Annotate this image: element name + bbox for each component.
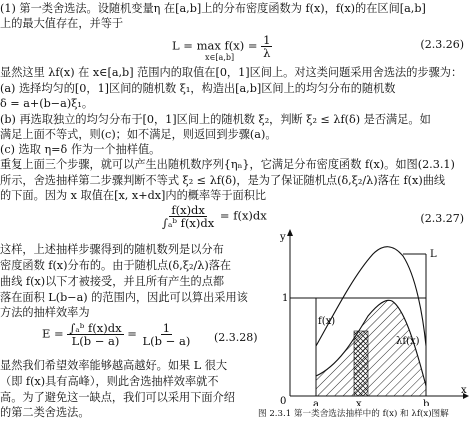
text-line: （即 f(x)具有高峰），则此舍选抽样效率就不 (0, 375, 219, 388)
eq-numerator: f(x)dx (171, 203, 205, 217)
strip-dx (354, 331, 368, 396)
y-axis-label: y (280, 232, 286, 243)
eq-numerator: ∫ₐᵇ f(x)dx (69, 321, 122, 335)
eq-rhs: = f(x)dx (219, 208, 267, 223)
text-line: 所示，舍选抽样第二步骤判断不等式 ξ₂ ≤ λf(δ)，是为了保证随机点(δ,ξ₂/λ)落在 f(x)曲线 (0, 174, 446, 187)
text-line: 曲线 f(x)以下才被接受，并且所有产生的点都 (0, 275, 225, 288)
text-line: 的第二类舍选法。 (0, 406, 90, 419)
figure-svg (258, 226, 470, 406)
equation-number: (2.3.26) (420, 38, 464, 51)
eq-denominator: λ (263, 46, 271, 60)
text-line: δ = a+(b−a)ξ₁。 (0, 97, 94, 110)
hatched-area (316, 300, 426, 396)
tick-b: b (423, 399, 430, 406)
eq-denominator: L(b − a) (142, 334, 191, 348)
text-line: 显然我们希望效率能够越高越好。如果 L 很大 (0, 359, 228, 372)
text-line: 上的最大值存在，并等于 (0, 17, 124, 30)
eq-numerator: 1 (263, 33, 271, 47)
eq-fraction (261, 34, 272, 59)
eq-denominator: L(b − a) (71, 334, 120, 348)
y-axis-arrow-icon (287, 229, 293, 236)
text-line: 显然这里 λf(x) 在 x∈[a,b] 范围内的取值在[0，1]区间上。对这类问题采用舍选法的步骤为： (0, 66, 463, 79)
eq-fraction (141, 322, 193, 347)
figure-caption: 图 2.3.1 第一类舍选法抽样中的 f(x) 和 λf(x)图解 (258, 409, 449, 419)
tick-a: a (313, 399, 319, 406)
L-label: L (430, 249, 437, 260)
text-line: 重复上面三个步骤，就可以产生出随机数序列{ηₙ}，它满足分布密度函数 f(x)。如图(2.3.1) (0, 158, 455, 171)
eq-lhs: E = (42, 326, 64, 341)
one-label: 1 (282, 293, 289, 304)
text-line: 方法的抽样效率为 (0, 306, 90, 319)
eq-subscript: x∈[a,b] (205, 53, 235, 62)
text-line: (a) 选择均匀的[0，1]区间的随机数 ξ₁，构造出[a,b]区间上的均匀分布的随机数 (0, 82, 396, 95)
text-line: 这样，上述抽样步骤得到的随机数列是以分布 (0, 243, 224, 256)
text-line: 高。为了避免这一缺点，我们可以采用下面介绍 (0, 391, 235, 404)
tick-x: x (356, 399, 362, 406)
equation-2-3-27 (160, 204, 267, 229)
text-line: (b) 再选取独立的均匀分布于[0，1]区间上的随机数 ξ₂，判断 ξ₂ ≤ λf(δ) 是否满足。如 (0, 113, 431, 126)
equation-number: (2.3.27) (420, 212, 464, 225)
x-axis-label: x (461, 385, 467, 396)
eq-fraction (160, 204, 216, 229)
f-curve-label: f(x) (318, 316, 336, 327)
origin-label: 0 (280, 396, 287, 406)
equation-2-3-28 (42, 322, 192, 347)
figure-2-3-1 (258, 226, 470, 406)
eq-denominator: ∫ₐᵇ f(x)dx (162, 216, 215, 230)
text-line: (c) 选取 η=δ 作为一个抽样值。 (0, 143, 161, 156)
eq-fraction (67, 322, 123, 347)
eq-equals: = (127, 326, 137, 341)
eq-numerator: 1 (162, 321, 171, 335)
text-line: 落在面积 L(b−a) 的范围内，因此可以算出采用该 (0, 291, 248, 304)
text-line: (1) 第一类舍选法。设随机变量η 在[a,b]上的分布密度函数为 f(x)，f(x)的在区间[a,b] (0, 2, 426, 15)
text-line: 的下面。因为 x 取值在[x, x+dx]内的概率等于面积比 (0, 189, 267, 202)
eq-lhs: L = max f(x) = (172, 38, 258, 53)
text-line: 密度函数 f(x)分布的。由于随机点(δ,ξ₂/λ)落在 (0, 259, 232, 272)
text-line: 满足上面不等式，则(c)；如不满足，则返回到步骤(a)。 (0, 128, 277, 141)
lambda-f-label: λf(x) (396, 336, 420, 347)
equation-number: (2.3.28) (214, 331, 258, 344)
